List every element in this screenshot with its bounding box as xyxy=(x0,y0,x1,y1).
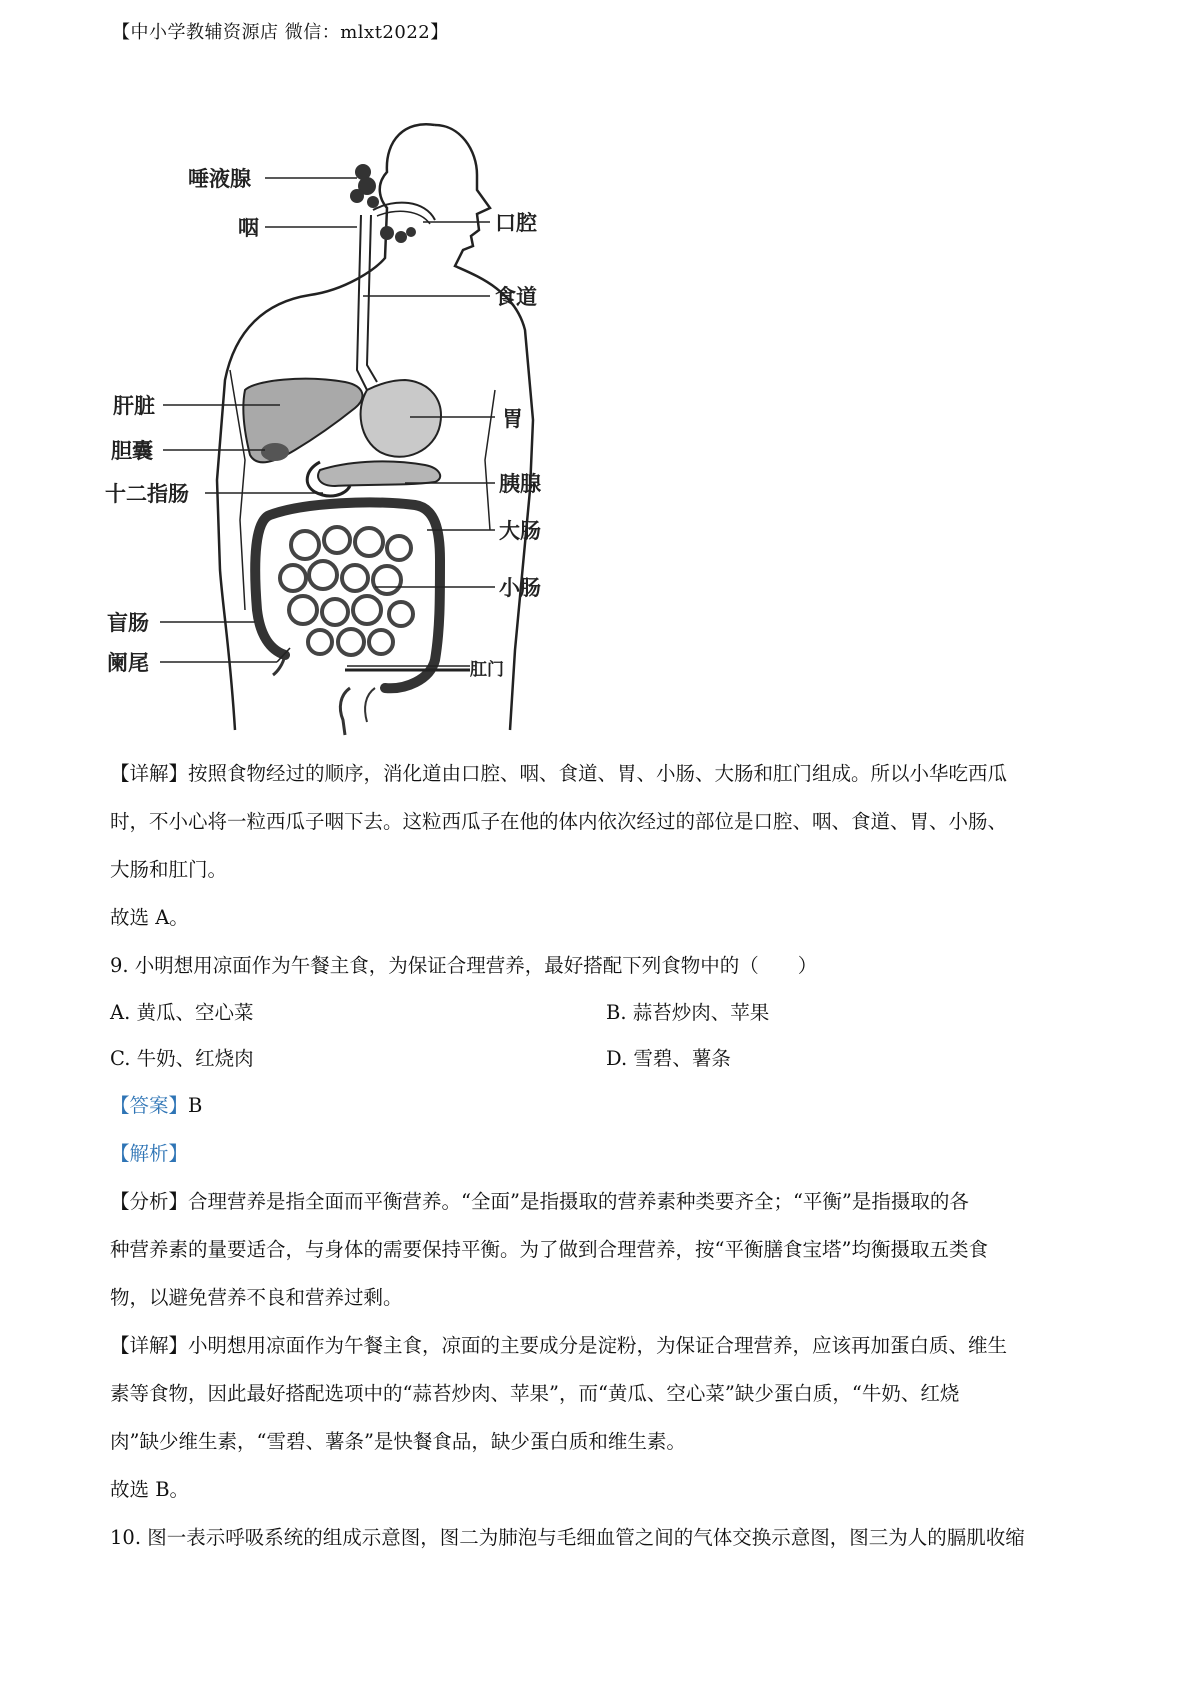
q8-detail-line-1: 【详解】按照食物经过的顺序，消化道由口腔、咽、食道、胃、小肠、大肠和肛门组成。所以小华吃西瓜 xyxy=(110,762,1008,785)
label-esophagus: 食道 xyxy=(495,285,537,309)
document-body xyxy=(110,750,1100,1562)
label-pharynx: 咽 xyxy=(238,216,259,240)
q10-stem: 10. 图一表示呼吸系统的组成示意图，图二为肺泡与毛细血管之间的气体交换示意图，图三为人的膈肌收缩 xyxy=(110,1526,1025,1549)
label-small-intestine: 小肠 xyxy=(499,576,541,600)
q9-fenxi-line-2: 种营养素的量要适合，与身体的需要保持平衡。为了做到合理营养，按“平衡膳食宝塔”均衡摄取五类食 xyxy=(110,1238,988,1261)
q9-options-row-1 xyxy=(110,990,1100,1036)
q9-detail-line-1: 【详解】小明想用凉面作为午餐主食，凉面的主要成分是淀粉，为保证合理营养，应该再加蛋白质、维生 xyxy=(110,1334,1008,1357)
q9-option-c: C. 牛奶、红烧肉 xyxy=(110,1047,254,1070)
q8-conclusion: 故选 A。 xyxy=(110,906,189,929)
q9-option-d: D. 雪碧、薯条 xyxy=(606,1047,731,1070)
q8-detail-line-3: 大肠和肛门。 xyxy=(110,858,228,881)
q9-option-a: A. 黄瓜、空心菜 xyxy=(110,1001,254,1024)
label-mouth: 口腔 xyxy=(495,211,537,235)
q9-stem: 9. 小明想用凉面作为午餐主食，为保证合理营养，最好搭配下列食物中的（ ） xyxy=(110,954,818,977)
esophagus-shape xyxy=(357,215,367,390)
q9-fenxi-line-3: 物，以避免营养不良和营养过剩。 xyxy=(110,1286,403,1309)
answer-tag: 【答案】 xyxy=(110,1094,189,1117)
q9-conclusion: 故选 B。 xyxy=(110,1478,190,1501)
q9-option-b: B. 蒜苔炒肉、苹果 xyxy=(606,1001,770,1024)
q9-detail-line-2: 素等食物，因此最好搭配选项中的“蒜苔炒肉、苹果”，而“黄瓜、空心菜”缺少蛋白质，“牛奶、红烧 xyxy=(110,1382,960,1405)
digestive-system-figure xyxy=(105,90,605,740)
label-pancreas: 胰腺 xyxy=(499,472,541,496)
label-appendix: 阑尾 xyxy=(107,651,149,675)
label-cecum: 盲肠 xyxy=(107,611,149,635)
label-large-intestine: 大肠 xyxy=(499,519,541,543)
label-anus: 肛门 xyxy=(470,660,504,680)
q9-analysis-tag: 【解析】 xyxy=(110,1142,189,1165)
digestive-system-diagram xyxy=(105,90,605,740)
fenxi-tag: 【分析】 xyxy=(110,1190,189,1213)
label-gallbladder: 胆囊 xyxy=(111,439,153,463)
q9-fenxi-line-1: 【分析】合理营养是指全面而平衡营养。“全面”是指摄取的营养素种类要齐全；“平衡”是指摄取的各 xyxy=(110,1190,969,1213)
small-intestine-shape xyxy=(280,527,413,655)
detail-tag: 【详解】 xyxy=(110,1334,189,1357)
label-liver: 肝脏 xyxy=(113,394,155,418)
q8-detail-line-2: 时，不小心将一粒西瓜子咽下去。这粒西瓜子在他的体内依次经过的部位是口腔、咽、食道、胃、小肠、 xyxy=(110,810,1008,833)
q8-detail-tag: 【详解】 xyxy=(110,762,189,785)
q9-answer: 【答案】B xyxy=(110,1094,203,1117)
label-salivary-gland: 唾液腺 xyxy=(188,167,251,191)
watermark-header: 【中小学教辅资源店 微信：mlxt2022】 xyxy=(112,22,449,43)
label-duodenum: 十二指肠 xyxy=(105,482,189,506)
label-stomach: 胃 xyxy=(502,407,523,431)
q9-options-row-2 xyxy=(110,1036,1100,1082)
q9-detail-line-3: 肉”缺少维生素，“雪碧、薯条”是快餐食品，缺少蛋白质和维生素。 xyxy=(110,1430,686,1453)
stomach-shape xyxy=(361,380,441,457)
gallbladder-shape xyxy=(261,443,289,461)
